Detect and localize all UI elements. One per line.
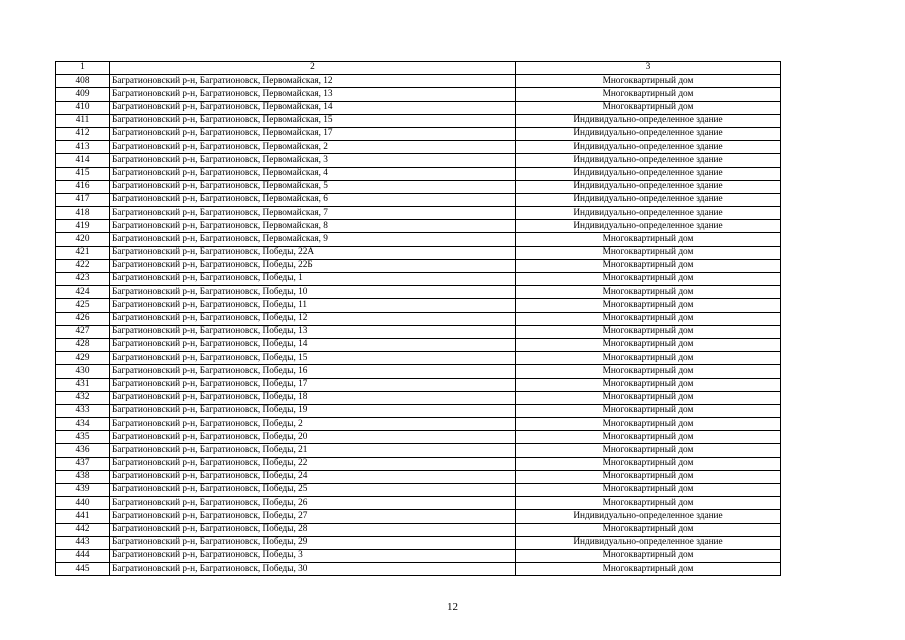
table-row <box>56 220 781 233</box>
building-type-cell: Индивидуально-определенное здание <box>516 510 781 523</box>
row-number-cell: 425 <box>56 299 110 312</box>
building-type-cell: Многоквартирный дом <box>516 523 781 536</box>
table-row <box>56 286 781 299</box>
row-number-cell: 432 <box>56 391 110 404</box>
row-number-cell: 413 <box>56 141 110 154</box>
building-type-cell: Многоквартирный дом <box>516 497 781 510</box>
building-type-cell: Многоквартирный дом <box>516 233 781 246</box>
table-row <box>56 299 781 312</box>
table-row <box>56 193 781 206</box>
building-type-cell: Индивидуально-определенное здание <box>516 536 781 549</box>
building-type-cell: Многоквартирный дом <box>516 312 781 325</box>
row-number-cell: 441 <box>56 510 110 523</box>
building-type-cell: Индивидуально-определенное здание <box>516 127 781 140</box>
table-row <box>56 75 781 88</box>
row-number-cell: 410 <box>56 101 110 114</box>
address-cell: Багратионовский р-н, Багратионовск, Победы, 18 <box>110 391 516 404</box>
address-cell: Багратионовский р-н, Багратионовск, Первомайская, 6 <box>110 193 516 206</box>
building-type-cell: Многоквартирный дом <box>516 273 781 286</box>
address-cell: Багратионовский р-н, Багратионовск, Победы, 26 <box>110 497 516 510</box>
table-row <box>56 233 781 246</box>
building-type-cell: Индивидуально-определенное здание <box>516 154 781 167</box>
address-cell: Багратионовский р-н, Багратионовск, Победы, 20 <box>110 431 516 444</box>
address-cell: Багратионовский р-н, Багратионовск, Победы, 11 <box>110 299 516 312</box>
table-row <box>56 523 781 536</box>
table-row <box>56 167 781 180</box>
table-body <box>56 62 781 576</box>
building-type-cell: Многоквартирный дом <box>516 470 781 483</box>
building-type-cell: Многоквартирный дом <box>516 457 781 470</box>
row-number-cell: 412 <box>56 127 110 140</box>
table-row <box>56 470 781 483</box>
address-cell: Багратионовский р-н, Багратионовск, Победы, 12 <box>110 312 516 325</box>
row-number-cell: 433 <box>56 404 110 417</box>
address-cell: Багратионовский р-н, Багратионовск, Первомайская, 9 <box>110 233 516 246</box>
table-row <box>56 154 781 167</box>
address-cell: Багратионовский р-н, Багратионовск, Первомайская, 17 <box>110 127 516 140</box>
row-number-cell: 442 <box>56 523 110 536</box>
table-row <box>56 497 781 510</box>
building-type-cell: Многоквартирный дом <box>516 75 781 88</box>
row-number-cell: 424 <box>56 286 110 299</box>
address-cell: Багратионовский р-н, Багратионовск, Первомайская, 15 <box>110 114 516 127</box>
address-cell: Багратионовский р-н, Багратионовск, Победы, 16 <box>110 365 516 378</box>
row-number-cell: 414 <box>56 154 110 167</box>
address-cell: Багратионовский р-н, Багратионовск, Победы, 17 <box>110 378 516 391</box>
building-type-cell: Многоквартирный дом <box>516 404 781 417</box>
table-row <box>56 325 781 338</box>
building-type-cell: Индивидуально-определенное здание <box>516 193 781 206</box>
building-type-cell: Многоквартирный дом <box>516 246 781 259</box>
column-header-3: 3 <box>516 62 781 75</box>
table-row <box>56 352 781 365</box>
address-cell: Багратионовский р-н, Багратионовск, Первомайская, 2 <box>110 141 516 154</box>
address-cell: Багратионовский р-н, Багратионовск, Победы, 19 <box>110 404 516 417</box>
building-type-cell: Многоквартирный дом <box>516 431 781 444</box>
building-type-cell: Многоквартирный дом <box>516 338 781 351</box>
row-number-cell: 429 <box>56 352 110 365</box>
table-row <box>56 418 781 431</box>
building-type-cell: Индивидуально-определенное здание <box>516 114 781 127</box>
building-type-cell: Многоквартирный дом <box>516 365 781 378</box>
table-row <box>56 563 781 576</box>
row-number-cell: 437 <box>56 457 110 470</box>
row-number-cell: 409 <box>56 88 110 101</box>
table-row <box>56 510 781 523</box>
table-row <box>56 101 781 114</box>
row-number-cell: 445 <box>56 563 110 576</box>
address-cell: Багратионовский р-н, Багратионовск, Первомайская, 13 <box>110 88 516 101</box>
table-row <box>56 365 781 378</box>
address-cell: Багратионовский р-н, Багратионовск, Первомайская, 12 <box>110 75 516 88</box>
building-type-cell: Индивидуально-определенное здание <box>516 141 781 154</box>
table-row <box>56 141 781 154</box>
address-cell: Багратионовский р-н, Багратионовск, Победы, 29 <box>110 536 516 549</box>
table-row <box>56 312 781 325</box>
row-number-cell: 415 <box>56 167 110 180</box>
table-row <box>56 273 781 286</box>
address-cell: Багратионовский р-н, Багратионовск, Победы, 22 <box>110 457 516 470</box>
row-number-cell: 408 <box>56 75 110 88</box>
row-number-cell: 422 <box>56 259 110 272</box>
row-number-cell: 421 <box>56 246 110 259</box>
row-number-cell: 427 <box>56 325 110 338</box>
row-number-cell: 436 <box>56 444 110 457</box>
page-number: 12 <box>447 601 458 613</box>
address-cell: Багратионовский р-н, Багратионовск, Победы, 30 <box>110 563 516 576</box>
building-type-cell: Многоквартирный дом <box>516 418 781 431</box>
building-type-cell: Многоквартирный дом <box>516 286 781 299</box>
address-cell: Багратионовский р-н, Багратионовск, Победы, 10 <box>110 286 516 299</box>
address-cell: Багратионовский р-н, Багратионовск, Победы, 14 <box>110 338 516 351</box>
address-cell: Багратионовский р-н, Багратионовск, Победы, 13 <box>110 325 516 338</box>
table-row <box>56 404 781 417</box>
column-header-2: 2 <box>110 62 516 75</box>
address-cell: Багратионовский р-н, Багратионовск, Победы, 24 <box>110 470 516 483</box>
building-type-cell: Многоквартирный дом <box>516 549 781 562</box>
address-cell: Багратионовский р-н, Багратионовск, Первомайская, 3 <box>110 154 516 167</box>
table-row <box>56 391 781 404</box>
building-type-cell: Многоквартирный дом <box>516 444 781 457</box>
address-cell: Багратионовский р-н, Багратионовск, Первомайская, 4 <box>110 167 516 180</box>
row-number-cell: 439 <box>56 484 110 497</box>
address-cell: Багратионовский р-н, Багратионовск, Первомайская, 7 <box>110 207 516 220</box>
row-number-cell: 417 <box>56 193 110 206</box>
row-number-cell: 428 <box>56 338 110 351</box>
row-number-cell: 418 <box>56 207 110 220</box>
address-cell: Багратионовский р-н, Багратионовск, Победы, 27 <box>110 510 516 523</box>
table-row <box>56 338 781 351</box>
building-type-cell: Индивидуально-определенное здание <box>516 220 781 233</box>
row-number-cell: 423 <box>56 273 110 286</box>
building-type-cell: Многоквартирный дом <box>516 299 781 312</box>
building-type-cell: Многоквартирный дом <box>516 325 781 338</box>
row-number-cell: 416 <box>56 180 110 193</box>
address-cell: Багратионовский р-н, Багратионовск, Победы, 2 <box>110 418 516 431</box>
table-row <box>56 180 781 193</box>
row-number-cell: 420 <box>56 233 110 246</box>
table-row <box>56 484 781 497</box>
address-cell: Багратионовский р-н, Багратионовск, Победы, 3 <box>110 549 516 562</box>
row-number-cell: 411 <box>56 114 110 127</box>
table-row <box>56 246 781 259</box>
address-cell: Багратионовский р-н, Багратионовск, Победы, 15 <box>110 352 516 365</box>
address-cell: Багратионовский р-н, Багратионовск, Победы, 21 <box>110 444 516 457</box>
building-type-cell: Многоквартирный дом <box>516 378 781 391</box>
building-type-cell: Индивидуально-определенное здание <box>516 207 781 220</box>
table-row <box>56 431 781 444</box>
row-number-cell: 435 <box>56 431 110 444</box>
row-number-cell: 434 <box>56 418 110 431</box>
building-type-cell: Многоквартирный дом <box>516 352 781 365</box>
address-cell: Багратионовский р-н, Багратионовск, Первомайская, 8 <box>110 220 516 233</box>
table-row <box>56 88 781 101</box>
building-type-cell: Многоквартирный дом <box>516 259 781 272</box>
table-row <box>56 457 781 470</box>
address-cell: Багратионовский р-н, Багратионовск, Победы, 28 <box>110 523 516 536</box>
row-number-cell: 430 <box>56 365 110 378</box>
table-header-row <box>56 62 781 75</box>
building-type-cell: Многоквартирный дом <box>516 88 781 101</box>
building-type-cell: Индивидуально-определенное здание <box>516 167 781 180</box>
address-table <box>55 61 781 576</box>
building-type-cell: Многоквартирный дом <box>516 484 781 497</box>
row-number-cell: 444 <box>56 549 110 562</box>
address-cell: Багратионовский р-н, Багратионовск, Победы, 22Б <box>110 259 516 272</box>
row-number-cell: 438 <box>56 470 110 483</box>
row-number-cell: 440 <box>56 497 110 510</box>
column-header-1: 1 <box>56 62 110 75</box>
building-type-cell: Индивидуально-определенное здание <box>516 180 781 193</box>
row-number-cell: 443 <box>56 536 110 549</box>
table-row <box>56 259 781 272</box>
table-row <box>56 444 781 457</box>
address-cell: Багратионовский р-н, Багратионовск, Победы, 22А <box>110 246 516 259</box>
address-cell: Багратионовский р-н, Багратионовск, Первомайская, 5 <box>110 180 516 193</box>
row-number-cell: 431 <box>56 378 110 391</box>
row-number-cell: 426 <box>56 312 110 325</box>
building-type-cell: Многоквартирный дом <box>516 563 781 576</box>
table-row <box>56 378 781 391</box>
row-number-cell: 419 <box>56 220 110 233</box>
table-row <box>56 127 781 140</box>
table-row <box>56 549 781 562</box>
building-type-cell: Многоквартирный дом <box>516 391 781 404</box>
address-cell: Багратионовский р-н, Багратионовск, Первомайская, 14 <box>110 101 516 114</box>
table-row <box>56 536 781 549</box>
address-cell: Багратионовский р-н, Багратионовск, Победы, 25 <box>110 484 516 497</box>
building-type-cell: Многоквартирный дом <box>516 101 781 114</box>
table-row <box>56 207 781 220</box>
table-row <box>56 114 781 127</box>
address-cell: Багратионовский р-н, Багратионовск, Победы, 1 <box>110 273 516 286</box>
